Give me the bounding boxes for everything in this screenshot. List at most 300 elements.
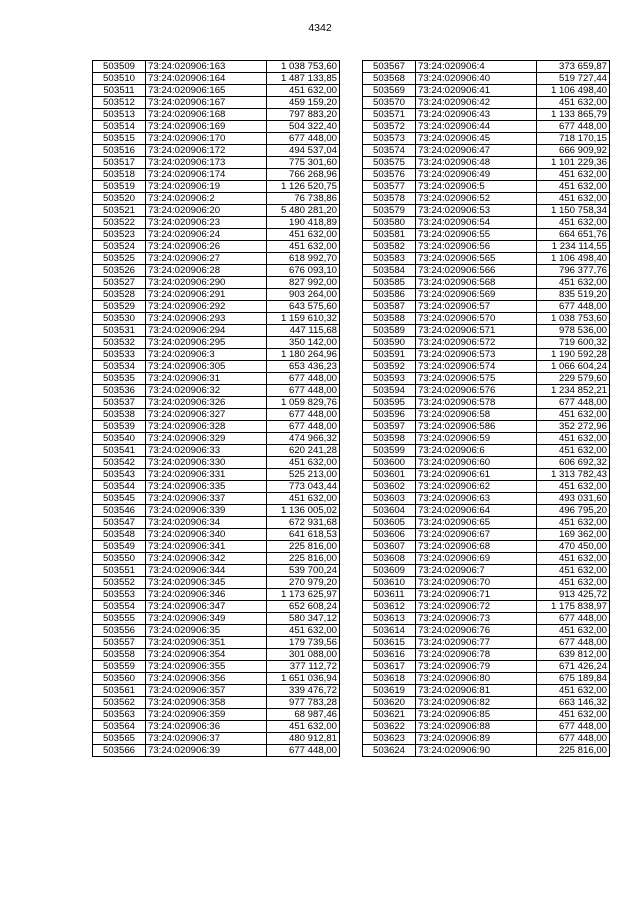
value-cell: 1 190 592,28 bbox=[537, 349, 610, 361]
cadastral-number-cell: 73:24:020906:33 bbox=[146, 445, 267, 457]
table-row bbox=[93, 301, 340, 313]
row-number-cell: 503547 bbox=[93, 517, 146, 529]
row-number-cell: 503521 bbox=[93, 205, 146, 217]
cadastral-number-cell: 73:24:020906:571 bbox=[416, 325, 537, 337]
table-row bbox=[93, 109, 340, 121]
table-row bbox=[93, 181, 340, 193]
cadastral-number-cell: 73:24:020906:341 bbox=[146, 541, 267, 553]
cadastral-number-cell: 73:24:020906:35 bbox=[146, 625, 267, 637]
table-row bbox=[363, 433, 610, 445]
value-cell: 797 883,20 bbox=[267, 109, 340, 121]
row-number-cell: 503546 bbox=[93, 505, 146, 517]
cadastral-number-cell: 73:24:020906:359 bbox=[146, 709, 267, 721]
value-cell: 1 180 264,96 bbox=[267, 349, 340, 361]
table-row bbox=[93, 541, 340, 553]
row-number-cell: 503540 bbox=[93, 433, 146, 445]
value-cell: 639 812,00 bbox=[537, 649, 610, 661]
cadastral-table-left bbox=[92, 60, 340, 757]
row-number-cell: 503591 bbox=[363, 349, 416, 361]
row-number-cell: 503575 bbox=[363, 157, 416, 169]
row-number-cell: 503549 bbox=[93, 541, 146, 553]
cadastral-number-cell: 73:24:020906:574 bbox=[416, 361, 537, 373]
row-number-cell: 503551 bbox=[93, 565, 146, 577]
table-row bbox=[93, 217, 340, 229]
table-row bbox=[93, 265, 340, 277]
row-number-cell: 503618 bbox=[363, 673, 416, 685]
row-number-cell: 503614 bbox=[363, 625, 416, 637]
table-row bbox=[363, 445, 610, 457]
table-row bbox=[363, 481, 610, 493]
table-row bbox=[363, 541, 610, 553]
row-number-cell: 503560 bbox=[93, 673, 146, 685]
cadastral-number-cell: 73:24:020906:64 bbox=[416, 505, 537, 517]
cadastral-number-cell: 73:24:020906:290 bbox=[146, 277, 267, 289]
table-row bbox=[93, 481, 340, 493]
row-number-cell: 503563 bbox=[93, 709, 146, 721]
value-cell: 1 234 114,55 bbox=[537, 241, 610, 253]
row-number-cell: 503619 bbox=[363, 685, 416, 697]
row-number-cell: 503523 bbox=[93, 229, 146, 241]
value-cell: 1 159 610,32 bbox=[267, 313, 340, 325]
table-row bbox=[93, 193, 340, 205]
cadastral-number-cell: 73:24:020906:57 bbox=[416, 301, 537, 313]
table-row bbox=[93, 649, 340, 661]
value-cell: 451 632,00 bbox=[537, 709, 610, 721]
row-number-cell: 503602 bbox=[363, 481, 416, 493]
row-number-cell: 503568 bbox=[363, 73, 416, 85]
value-cell: 339 476,72 bbox=[267, 685, 340, 697]
row-number-cell: 503605 bbox=[363, 517, 416, 529]
table-row bbox=[363, 745, 610, 757]
cadastral-number-cell: 73:24:020906:331 bbox=[146, 469, 267, 481]
table-row bbox=[363, 397, 610, 409]
table-row bbox=[363, 733, 610, 745]
cadastral-number-cell: 73:24:020906:165 bbox=[146, 85, 267, 97]
cadastral-number-cell: 73:24:020906:79 bbox=[416, 661, 537, 673]
table-row bbox=[93, 589, 340, 601]
cadastral-number-cell: 73:24:020906:37 bbox=[146, 733, 267, 745]
value-cell: 451 632,00 bbox=[537, 625, 610, 637]
cadastral-number-cell: 73:24:020906:81 bbox=[416, 685, 537, 697]
value-cell: 451 632,00 bbox=[267, 457, 340, 469]
row-number-cell: 503550 bbox=[93, 553, 146, 565]
cadastral-number-cell: 73:24:020906:295 bbox=[146, 337, 267, 349]
cadastral-number-cell: 73:24:020906:172 bbox=[146, 145, 267, 157]
cadastral-number-cell: 73:24:020906:68 bbox=[416, 541, 537, 553]
table-row bbox=[93, 421, 340, 433]
cadastral-number-cell: 73:24:020906:163 bbox=[146, 61, 267, 73]
table-row bbox=[93, 733, 340, 745]
cadastral-number-cell: 73:24:020906:40 bbox=[416, 73, 537, 85]
row-number-cell: 503608 bbox=[363, 553, 416, 565]
value-cell: 666 909,92 bbox=[537, 145, 610, 157]
cadastral-number-cell: 73:24:020906:53 bbox=[416, 205, 537, 217]
value-cell: 775 301,60 bbox=[267, 157, 340, 169]
row-number-cell: 503542 bbox=[93, 457, 146, 469]
cadastral-number-cell: 73:24:020906:49 bbox=[416, 169, 537, 181]
row-number-cell: 503558 bbox=[93, 649, 146, 661]
value-cell: 671 426,24 bbox=[537, 661, 610, 673]
value-cell: 225 816,00 bbox=[267, 553, 340, 565]
row-number-cell: 503606 bbox=[363, 529, 416, 541]
cadastral-number-cell: 73:24:020906:31 bbox=[146, 373, 267, 385]
table-row bbox=[93, 277, 340, 289]
cadastral-number-cell: 73:24:020906:4 bbox=[416, 61, 537, 73]
value-cell: 1 038 753,60 bbox=[537, 313, 610, 325]
table-row bbox=[363, 301, 610, 313]
value-cell: 451 632,00 bbox=[267, 229, 340, 241]
table-row bbox=[363, 469, 610, 481]
table-row bbox=[93, 565, 340, 577]
value-cell: 1 066 604,24 bbox=[537, 361, 610, 373]
value-cell: 1 106 498,40 bbox=[537, 85, 610, 97]
row-number-cell: 503522 bbox=[93, 217, 146, 229]
table-row bbox=[363, 265, 610, 277]
cadastral-number-cell: 73:24:020906:339 bbox=[146, 505, 267, 517]
row-number-cell: 503593 bbox=[363, 373, 416, 385]
row-number-cell: 503583 bbox=[363, 253, 416, 265]
cadastral-number-cell: 73:24:020906:32 bbox=[146, 385, 267, 397]
value-cell: 451 632,00 bbox=[537, 565, 610, 577]
value-cell: 978 536,00 bbox=[537, 325, 610, 337]
value-cell: 903 264,00 bbox=[267, 289, 340, 301]
table-row bbox=[363, 289, 610, 301]
cadastral-number-cell: 73:24:020906:78 bbox=[416, 649, 537, 661]
table-row bbox=[363, 193, 610, 205]
cadastral-number-cell: 73:24:020906:345 bbox=[146, 577, 267, 589]
row-number-cell: 503526 bbox=[93, 265, 146, 277]
row-number-cell: 503562 bbox=[93, 697, 146, 709]
row-number-cell: 503552 bbox=[93, 577, 146, 589]
row-number-cell: 503589 bbox=[363, 325, 416, 337]
cadastral-number-cell: 73:24:020906:67 bbox=[416, 529, 537, 541]
table-row bbox=[363, 121, 610, 133]
table-row bbox=[363, 661, 610, 673]
cadastral-number-cell: 73:24:020906:328 bbox=[146, 421, 267, 433]
value-cell: 677 448,00 bbox=[267, 385, 340, 397]
table-row bbox=[93, 397, 340, 409]
cadastral-number-cell: 73:24:020906:164 bbox=[146, 73, 267, 85]
cadastral-number-cell: 73:24:020906:70 bbox=[416, 577, 537, 589]
value-cell: 377 112,72 bbox=[267, 661, 340, 673]
value-cell: 1 234 852,21 bbox=[537, 385, 610, 397]
value-cell: 677 448,00 bbox=[267, 745, 340, 757]
row-number-cell: 503553 bbox=[93, 589, 146, 601]
value-cell: 179 739,56 bbox=[267, 637, 340, 649]
value-cell: 451 632,00 bbox=[537, 553, 610, 565]
value-cell: 451 632,00 bbox=[537, 481, 610, 493]
row-number-cell: 503527 bbox=[93, 277, 146, 289]
cadastral-number-cell: 73:24:020906:578 bbox=[416, 397, 537, 409]
cadastral-number-cell: 73:24:020906:349 bbox=[146, 613, 267, 625]
cadastral-number-cell: 73:24:020906:82 bbox=[416, 697, 537, 709]
cadastral-number-cell: 73:24:020906:56 bbox=[416, 241, 537, 253]
row-number-cell: 503570 bbox=[363, 97, 416, 109]
row-number-cell: 503579 bbox=[363, 205, 416, 217]
row-number-cell: 503580 bbox=[363, 217, 416, 229]
value-cell: 504 322,40 bbox=[267, 121, 340, 133]
value-cell: 76 738,86 bbox=[267, 193, 340, 205]
cadastral-number-cell: 73:24:020906:337 bbox=[146, 493, 267, 505]
table-row bbox=[93, 157, 340, 169]
table-row bbox=[363, 709, 610, 721]
row-number-cell: 503538 bbox=[93, 409, 146, 421]
table-row bbox=[93, 661, 340, 673]
cadastral-number-cell: 73:24:020906:41 bbox=[416, 85, 537, 97]
row-number-cell: 503533 bbox=[93, 349, 146, 361]
row-number-cell: 503617 bbox=[363, 661, 416, 673]
cadastral-number-cell: 73:24:020906:169 bbox=[146, 121, 267, 133]
table-row bbox=[93, 529, 340, 541]
cadastral-number-cell: 73:24:020906:340 bbox=[146, 529, 267, 541]
value-cell: 677 448,00 bbox=[267, 421, 340, 433]
table-row bbox=[93, 709, 340, 721]
value-cell: 451 632,00 bbox=[537, 409, 610, 421]
value-cell: 451 632,00 bbox=[537, 517, 610, 529]
table-row bbox=[93, 469, 340, 481]
cadastral-number-cell: 73:24:020906:60 bbox=[416, 457, 537, 469]
table-row bbox=[363, 169, 610, 181]
row-number-cell: 503516 bbox=[93, 145, 146, 157]
row-number-cell: 503511 bbox=[93, 85, 146, 97]
table-row bbox=[363, 325, 610, 337]
cadastral-number-cell: 73:24:020906:72 bbox=[416, 601, 537, 613]
row-number-cell: 503528 bbox=[93, 289, 146, 301]
page-number: 4342 bbox=[308, 22, 332, 34]
value-cell: 1 173 625,97 bbox=[267, 589, 340, 601]
cadastral-number-cell: 73:24:020906:54 bbox=[416, 217, 537, 229]
table-row bbox=[93, 361, 340, 373]
table-row bbox=[363, 97, 610, 109]
table-row bbox=[93, 205, 340, 217]
value-cell: 451 632,00 bbox=[537, 685, 610, 697]
table-row bbox=[363, 373, 610, 385]
table-row bbox=[93, 73, 340, 85]
row-number-cell: 503535 bbox=[93, 373, 146, 385]
table-row bbox=[363, 253, 610, 265]
cadastral-number-cell: 73:24:020906:573 bbox=[416, 349, 537, 361]
row-number-cell: 503520 bbox=[93, 193, 146, 205]
cadastral-number-cell: 73:24:020906:575 bbox=[416, 373, 537, 385]
cadastral-number-cell: 73:24:020906:327 bbox=[146, 409, 267, 421]
cadastral-number-cell: 73:24:020906:58 bbox=[416, 409, 537, 421]
value-cell: 447 115,68 bbox=[267, 325, 340, 337]
value-cell: 677 448,00 bbox=[537, 613, 610, 625]
row-number-cell: 503512 bbox=[93, 97, 146, 109]
row-number-cell: 503612 bbox=[363, 601, 416, 613]
table-row bbox=[93, 385, 340, 397]
table-row bbox=[363, 697, 610, 709]
table-row bbox=[93, 145, 340, 157]
table-row bbox=[93, 685, 340, 697]
row-number-cell: 503537 bbox=[93, 397, 146, 409]
value-cell: 652 608,24 bbox=[267, 601, 340, 613]
cadastral-number-cell: 73:24:020906:69 bbox=[416, 553, 537, 565]
cadastral-number-cell: 73:24:020906:77 bbox=[416, 637, 537, 649]
table-row bbox=[363, 361, 610, 373]
table-row bbox=[93, 745, 340, 757]
row-number-cell: 503600 bbox=[363, 457, 416, 469]
value-cell: 718 170,15 bbox=[537, 133, 610, 145]
value-cell: 580 347,12 bbox=[267, 613, 340, 625]
table-row bbox=[93, 625, 340, 637]
cadastral-number-cell: 73:24:020906:63 bbox=[416, 493, 537, 505]
row-number-cell: 503603 bbox=[363, 493, 416, 505]
cadastral-number-cell: 73:24:020906:19 bbox=[146, 181, 267, 193]
table-row bbox=[93, 493, 340, 505]
value-cell: 1 126 520,75 bbox=[267, 181, 340, 193]
table-row bbox=[363, 337, 610, 349]
value-cell: 1 175 838,97 bbox=[537, 601, 610, 613]
table-row bbox=[93, 721, 340, 733]
value-cell: 766 268,96 bbox=[267, 169, 340, 181]
value-cell: 1 038 753,60 bbox=[267, 61, 340, 73]
cadastral-number-cell: 73:24:020906:167 bbox=[146, 97, 267, 109]
value-cell: 451 632,00 bbox=[537, 181, 610, 193]
table-row bbox=[363, 349, 610, 361]
row-number-cell: 503510 bbox=[93, 73, 146, 85]
row-number-cell: 503613 bbox=[363, 613, 416, 625]
value-cell: 451 632,00 bbox=[537, 433, 610, 445]
cadastral-number-cell: 73:24:020906:291 bbox=[146, 289, 267, 301]
table-row bbox=[93, 613, 340, 625]
value-cell: 1 106 498,40 bbox=[537, 253, 610, 265]
cadastral-number-cell: 73:24:020906:294 bbox=[146, 325, 267, 337]
table-row bbox=[93, 553, 340, 565]
value-cell: 1 313 782,43 bbox=[537, 469, 610, 481]
table-row bbox=[93, 289, 340, 301]
cadastral-number-cell: 73:24:020906:59 bbox=[416, 433, 537, 445]
row-number-cell: 503559 bbox=[93, 661, 146, 673]
value-cell: 1 651 036,94 bbox=[267, 673, 340, 685]
table-row bbox=[363, 505, 610, 517]
cadastral-number-cell: 73:24:020906:6 bbox=[416, 445, 537, 457]
cadastral-number-cell: 73:24:020906:354 bbox=[146, 649, 267, 661]
cadastral-number-cell: 73:24:020906:26 bbox=[146, 241, 267, 253]
cadastral-number-cell: 73:24:020906:576 bbox=[416, 385, 537, 397]
table-row bbox=[363, 181, 610, 193]
table-row bbox=[93, 637, 340, 649]
cadastral-number-cell: 73:24:020906:39 bbox=[146, 745, 267, 757]
cadastral-number-cell: 73:24:020906:27 bbox=[146, 253, 267, 265]
value-cell: 451 632,00 bbox=[537, 277, 610, 289]
value-cell: 350 142,00 bbox=[267, 337, 340, 349]
value-cell: 539 700,24 bbox=[267, 565, 340, 577]
row-number-cell: 503556 bbox=[93, 625, 146, 637]
table-row bbox=[363, 529, 610, 541]
cadastral-number-cell: 73:24:020906:292 bbox=[146, 301, 267, 313]
cadastral-number-cell: 73:24:020906:586 bbox=[416, 421, 537, 433]
cadastral-number-cell: 73:24:020906:44 bbox=[416, 121, 537, 133]
row-number-cell: 503561 bbox=[93, 685, 146, 697]
table-row bbox=[363, 217, 610, 229]
table-row bbox=[363, 73, 610, 85]
value-cell: 451 632,00 bbox=[537, 217, 610, 229]
value-cell: 677 448,00 bbox=[537, 637, 610, 649]
row-number-cell: 503509 bbox=[93, 61, 146, 73]
table-row bbox=[93, 241, 340, 253]
row-number-cell: 503545 bbox=[93, 493, 146, 505]
row-number-cell: 503555 bbox=[93, 613, 146, 625]
row-number-cell: 503524 bbox=[93, 241, 146, 253]
row-number-cell: 503590 bbox=[363, 337, 416, 349]
cadastral-number-cell: 73:24:020906:20 bbox=[146, 205, 267, 217]
cadastral-number-cell: 73:24:020906:42 bbox=[416, 97, 537, 109]
value-cell: 835 519,20 bbox=[537, 289, 610, 301]
row-number-cell: 503624 bbox=[363, 745, 416, 757]
row-number-cell: 503518 bbox=[93, 169, 146, 181]
value-cell: 1 150 758,34 bbox=[537, 205, 610, 217]
table-row bbox=[363, 589, 610, 601]
value-cell: 1 059 829,76 bbox=[267, 397, 340, 409]
value-cell: 677 448,00 bbox=[537, 397, 610, 409]
table-row bbox=[93, 229, 340, 241]
cadastral-number-cell: 73:24:020906:569 bbox=[416, 289, 537, 301]
row-number-cell: 503595 bbox=[363, 397, 416, 409]
table-row bbox=[93, 505, 340, 517]
value-cell: 270 979,20 bbox=[267, 577, 340, 589]
cadastral-number-cell: 73:24:020906:347 bbox=[146, 601, 267, 613]
row-number-cell: 503620 bbox=[363, 697, 416, 709]
value-cell: 519 727,44 bbox=[537, 73, 610, 85]
value-cell: 1 136 005,02 bbox=[267, 505, 340, 517]
value-cell: 459 159,20 bbox=[267, 97, 340, 109]
table-row bbox=[363, 145, 610, 157]
cadastral-number-cell: 73:24:020906:305 bbox=[146, 361, 267, 373]
table-row bbox=[363, 637, 610, 649]
cadastral-number-cell: 73:24:020906:329 bbox=[146, 433, 267, 445]
cadastral-number-cell: 73:24:020906:173 bbox=[146, 157, 267, 169]
value-cell: 677 448,00 bbox=[537, 733, 610, 745]
table-row bbox=[363, 577, 610, 589]
value-cell: 643 575,60 bbox=[267, 301, 340, 313]
cadastral-number-cell: 73:24:020906:52 bbox=[416, 193, 537, 205]
value-cell: 672 931,68 bbox=[267, 517, 340, 529]
value-cell: 190 418,89 bbox=[267, 217, 340, 229]
cadastral-number-cell: 73:24:020906:34 bbox=[146, 517, 267, 529]
table-row bbox=[363, 625, 610, 637]
value-cell: 677 448,00 bbox=[267, 373, 340, 385]
table-row bbox=[363, 241, 610, 253]
row-number-cell: 503525 bbox=[93, 253, 146, 265]
row-number-cell: 503569 bbox=[363, 85, 416, 97]
table-row bbox=[363, 409, 610, 421]
row-number-cell: 503582 bbox=[363, 241, 416, 253]
row-number-cell: 503519 bbox=[93, 181, 146, 193]
table-row bbox=[93, 85, 340, 97]
table-row bbox=[363, 205, 610, 217]
table-row bbox=[93, 697, 340, 709]
table-row bbox=[93, 409, 340, 421]
table-row bbox=[363, 553, 610, 565]
value-cell: 373 659,87 bbox=[537, 61, 610, 73]
table-row bbox=[363, 613, 610, 625]
value-cell: 1 133 865,79 bbox=[537, 109, 610, 121]
row-number-cell: 503581 bbox=[363, 229, 416, 241]
value-cell: 677 448,00 bbox=[267, 133, 340, 145]
row-number-cell: 503536 bbox=[93, 385, 146, 397]
table-row bbox=[363, 385, 610, 397]
row-number-cell: 503534 bbox=[93, 361, 146, 373]
row-number-cell: 503578 bbox=[363, 193, 416, 205]
row-number-cell: 503574 bbox=[363, 145, 416, 157]
row-number-cell: 503585 bbox=[363, 277, 416, 289]
cadastral-number-cell: 73:24:020906:565 bbox=[416, 253, 537, 265]
value-cell: 451 632,00 bbox=[267, 625, 340, 637]
cadastral-number-cell: 73:24:020906:355 bbox=[146, 661, 267, 673]
row-number-cell: 503586 bbox=[363, 289, 416, 301]
cadastral-number-cell: 73:24:020906:357 bbox=[146, 685, 267, 697]
